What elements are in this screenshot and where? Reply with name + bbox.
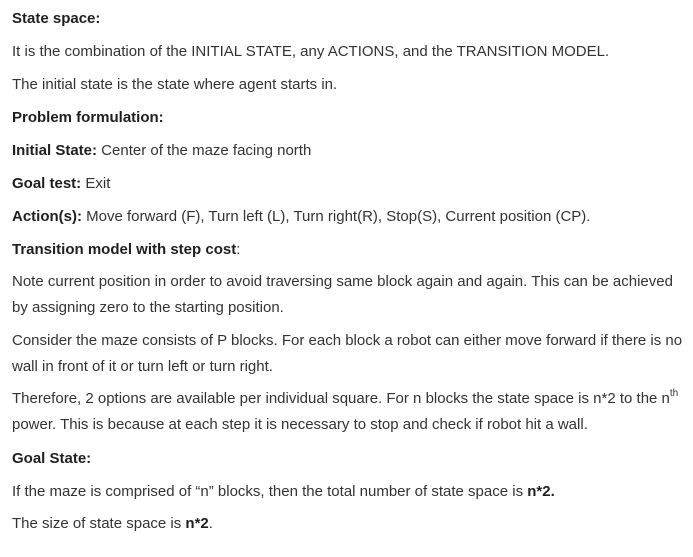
problem-formulation-heading: Problem formulation:	[12, 109, 164, 126]
goal-state-paragraph-2	[12, 514, 213, 534]
goal-test-line	[12, 174, 110, 194]
goal-state-heading: Goal State:	[12, 450, 92, 467]
initial-state-label: Initial State:	[12, 142, 98, 159]
goal-state-p2-end: .	[208, 515, 213, 532]
superscript-th: th	[669, 388, 679, 399]
actions-label: Action(s):	[12, 208, 82, 225]
state-space-heading: State space:	[12, 10, 101, 27]
initial-state-line	[12, 141, 311, 161]
transition-paragraph-3	[12, 386, 684, 438]
actions-line	[12, 207, 590, 227]
initial-state-value: Center of the maze facing north	[97, 142, 312, 159]
state-space-definition: It is the combination of the INITIAL STATE, any ACTIONS, and the TRANSITION MODEL.	[12, 43, 610, 60]
transition-paragraph-3-part2: power. This is because at each step it is necessary to stop and check if robot hit a wall.	[12, 416, 588, 433]
initial-state-definition: The initial state is the state where agent starts in.	[12, 76, 338, 93]
transition-paragraph-1: Note current position in order to avoid traversing same block again and again. This can be achieved by assigning zero to the starting position.	[12, 273, 673, 316]
goal-state-p2-text: The size of state space is	[12, 515, 186, 532]
transition-model-heading-suffix: :	[236, 241, 241, 258]
transition-model-heading-text: Transition model with step cost	[12, 241, 237, 258]
goal-state-paragraph-1	[12, 482, 555, 502]
transition-model-heading	[12, 240, 240, 260]
actions-value: Move forward (F), Turn left (L), Turn right(R), Stop(S), Current position (CP).	[82, 208, 591, 225]
transition-paragraph-2: Consider the maze consists of P blocks. For each block a robot can either move forward if there is no wall in front of it or turn left or turn right.	[12, 332, 683, 375]
goal-test-value: Exit	[81, 175, 111, 192]
goal-test-label: Goal test:	[12, 175, 82, 192]
goal-state-p1-bold: n*2.	[527, 483, 555, 500]
transition-paragraph-3-part1: Therefore, 2 options are available per individual square. For n blocks the state space is n*2 to the n	[12, 390, 670, 407]
goal-state-p2-bold: n*2	[185, 515, 209, 532]
goal-state-p1-text: If the maze is comprised of “n” blocks, then the total number of state space is	[12, 483, 528, 500]
